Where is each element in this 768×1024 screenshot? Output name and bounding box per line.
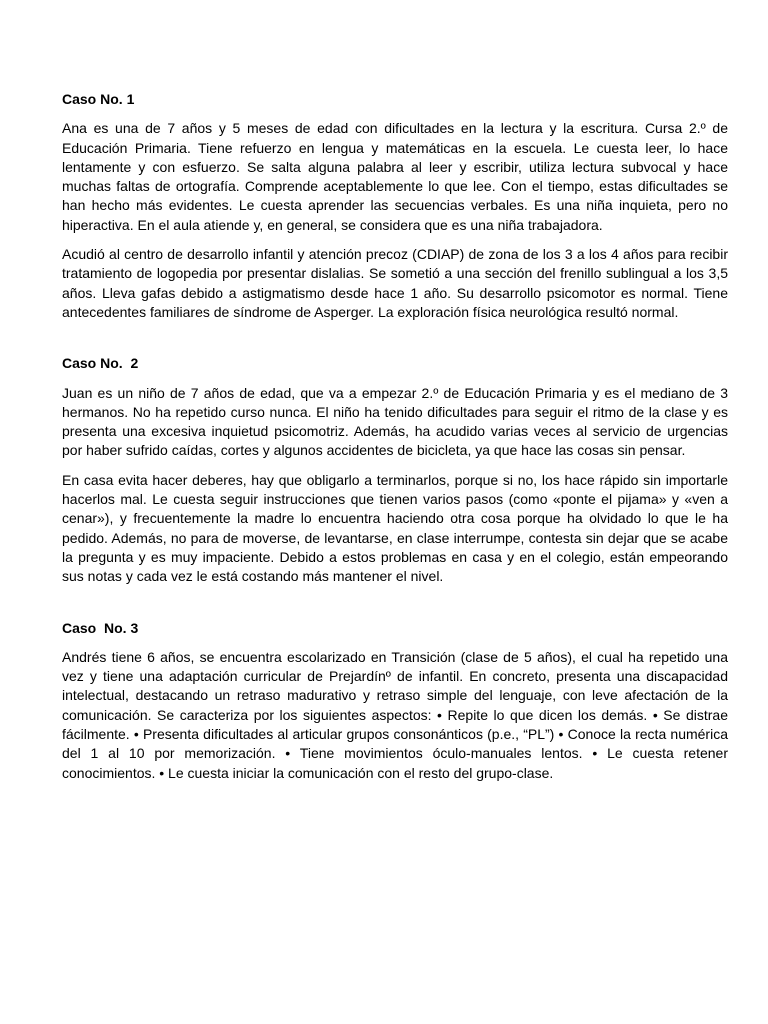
case-2-title: Caso No. 2 — [62, 355, 139, 372]
case-2-paragraph-1: Juan es un niño de 7 años de edad, que va a empezar 2.º de Educación Primaria y es el mediano de 3 hermanos. No ha repetido curso nunca. El niño ha tenido dificultades para seguir el ritmo de la clase y es presenta una excesiva inquietud psicomotriz. Además, ha acudido varias veces al servicio de urgencias por haber sufrido caídas, cortes y algunos accidentes de bicicleta, ya que hace las cosas sin pensar. — [62, 384, 728, 459]
case-1-paragraph-1: Ana es una de 7 años y 5 meses de edad con dificultades en la lectura y la escritura. Cursa 2.º de Educación Primaria. Tiene refuerzo en lengua y matemáticas en la escuela. Le cuesta leer, lo hace lentamente y con esfuerzo. Se salta alguna palabra al leer y escribir, utiliza lectura subvocal y hace muchas faltas de ortografía. Comprende aceptablemente lo que lee. Con el tiempo, estas dificultades se han hecho más evidentes. Le cuesta aprender las secuencias verbales. Es una niña inquieta, pero no hiperactiva. En el aula atiende y, en general, se considera que es una niña trabajadora. — [62, 120, 728, 233]
case-1-title: Caso No. 1 — [62, 91, 135, 107]
case-2-paragraph-2: En casa evita hacer deberes, hay que obligarlo a terminarlos, porque si no, los hace rápido sin importarle hacerlos mal. Le cuesta seguir instrucciones que tienen varios pasos (como «ponte el pijama» y «ven a cenar»), y frecuentemente la madre lo encuentra haciendo otra cosa porque ha olvidado lo que le ha pedido. Además, no para de moverse, de levantarse, en clase interrumpe, contesta sin dejar que se acabe la pregunta y es muy impaciente. Debido a estos problemas en casa y en el colegio, están empeorando sus notas y cada vez le está costando más mantener el nivel. — [62, 471, 728, 585]
case-3-paragraph-1: Andrés tiene 6 años, se encuentra escolarizado en Transición (clase de 5 años), el cual ha repetido una vez y tiene una adaptación curricular de Prejardínº de infantil. En concreto, presenta una discapacidad intelectual, destacando un retraso madurativo y retraso simple del lenguaje, con leve afectación de la comunicación. Se caracteriza por los siguientes aspectos: • Repite lo que dicen los demás. • Se distrae fácilmente. • Presenta dificultades al articular grupos consonánticos (p.e., “PL”) • Conoce la recta numérica del 1 al 10 por memorización. • Tiene movimientos óculo-manuales lentos. • Le cuesta retener conocimientos. • Le cuesta iniciar la comunicación con el resto del grupo-clase. — [62, 648, 728, 781]
case-2 — [62, 354, 728, 586]
case-1-paragraph-2: Acudió al centro de desarrollo infantil y atención precoz (CDIAP) de zona de los 3 a los 4 años para recibir tratamiento de logopedia por presentar dislalias. Se sometió a una sección del frenillo sublingual a los 3,5 años. Lleva gafas debido a astigmatismo desde hace 1 año. Su desarrollo psicomotor es normal. Tiene antecedentes familiares de síndrome de Asperger. La exploración física neurológica resultó normal. — [62, 246, 728, 320]
case-3 — [62, 619, 728, 783]
case-1 — [62, 90, 728, 322]
case-3-title: Caso No. 3 — [62, 619, 139, 636]
document-page — [62, 90, 728, 793]
